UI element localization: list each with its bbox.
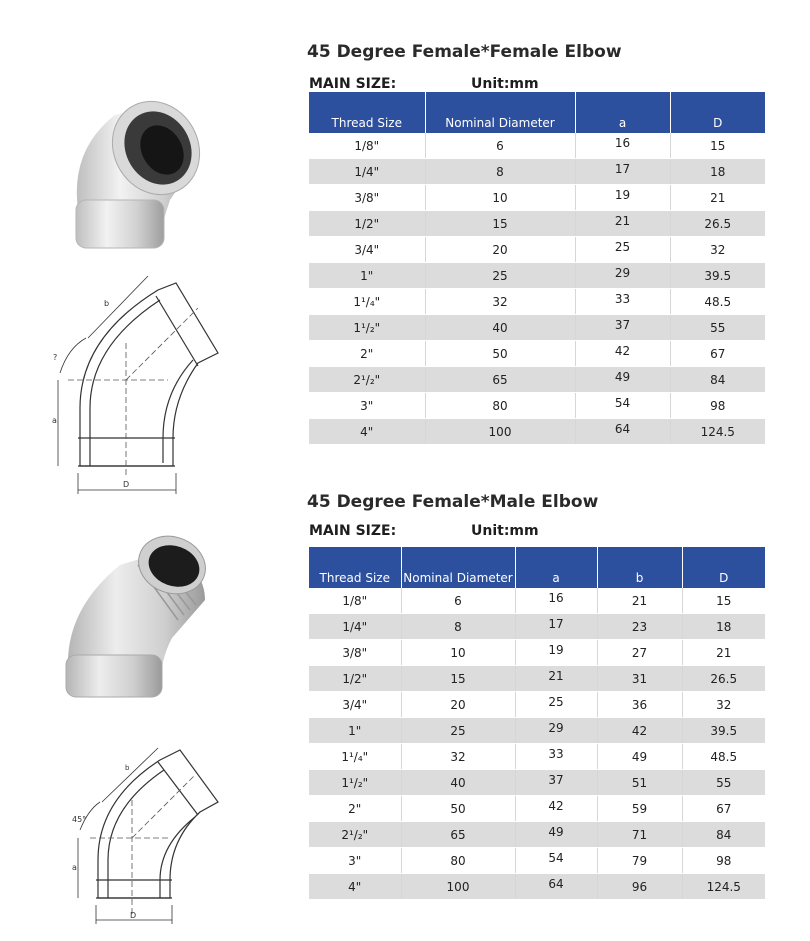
- table-row: [309, 822, 765, 848]
- table-cell: 37: [515, 770, 597, 796]
- table-cell: 65: [425, 367, 575, 393]
- table-cell: 15: [670, 133, 765, 159]
- female-male-elbow-drawing: [70, 720, 240, 925]
- column-header: Thread Size: [309, 547, 401, 588]
- table-cell: 6: [401, 588, 515, 614]
- table-cell: 15: [401, 666, 515, 692]
- section2-main-size-label: MAIN SIZE:: [309, 523, 397, 539]
- table-cell: 39.5: [670, 263, 765, 289]
- table-cell: 37: [575, 315, 670, 341]
- section1-main-size-label: MAIN SIZE:: [309, 76, 397, 92]
- table-row: [309, 211, 765, 237]
- table-cell: 39.5: [682, 718, 765, 744]
- table-cell: 67: [682, 796, 765, 822]
- table-cell: 2": [309, 341, 425, 367]
- table-cell: 80: [425, 393, 575, 419]
- table-cell: 50: [401, 796, 515, 822]
- table-cell: 48.5: [682, 744, 765, 770]
- column-header: D: [682, 547, 765, 588]
- table-cell: 31: [597, 666, 682, 692]
- section2-title: 45 Degree Female*Male Elbow: [307, 492, 599, 512]
- table-cell: 80: [401, 848, 515, 874]
- table-cell: 1/2": [309, 211, 425, 237]
- column-header: Thread Size: [309, 92, 425, 133]
- table-cell: 100: [425, 419, 575, 445]
- table-row: [309, 185, 765, 211]
- dimension-b-label: b: [125, 764, 130, 772]
- table-cell: 84: [670, 367, 765, 393]
- table-cell: 10: [401, 640, 515, 666]
- table-cell: 15: [682, 588, 765, 614]
- section1-unit-label: Unit:mm: [471, 76, 539, 92]
- table-cell: 29: [515, 718, 597, 744]
- table-cell: 3/4": [309, 692, 401, 718]
- table-row: [309, 744, 765, 770]
- table-row: [309, 588, 765, 614]
- table-cell: 3/8": [309, 640, 401, 666]
- table-cell: 59: [597, 796, 682, 822]
- table-row: [309, 393, 765, 419]
- column-header: Nominal Diameter: [425, 92, 575, 133]
- table-cell: 25: [425, 263, 575, 289]
- table-cell: 36: [597, 692, 682, 718]
- table-cell: 1/2": [309, 666, 401, 692]
- table-row: [309, 237, 765, 263]
- section1-title: 45 Degree Female*Female Elbow: [307, 42, 622, 62]
- table-cell: 8: [425, 159, 575, 185]
- table-cell: 42: [515, 796, 597, 822]
- table-row: [309, 640, 765, 666]
- table-cell: 1/4": [309, 614, 401, 640]
- table-cell: 96: [597, 874, 682, 900]
- table-row: [309, 289, 765, 315]
- table-cell: 1/8": [309, 133, 425, 159]
- table-cell: 4": [309, 874, 401, 900]
- table-cell: 124.5: [682, 874, 765, 900]
- table-cell: 8: [401, 614, 515, 640]
- table-cell: 21: [682, 640, 765, 666]
- table-cell: 2": [309, 796, 401, 822]
- column-header: a: [575, 92, 670, 133]
- table-cell: 1¹/₂": [309, 770, 401, 796]
- table-cell: 54: [575, 393, 670, 419]
- table-cell: 49: [575, 367, 670, 393]
- table-cell: 2¹/₂": [309, 367, 425, 393]
- table-row: [309, 341, 765, 367]
- table-row: [309, 159, 765, 185]
- table-cell: 21: [597, 588, 682, 614]
- table-cell: 32: [425, 289, 575, 315]
- table-cell: 1/8": [309, 588, 401, 614]
- table-cell: 15: [425, 211, 575, 237]
- table-cell: 32: [682, 692, 765, 718]
- female-male-elbow-photo: [60, 520, 220, 700]
- table-cell: 17: [575, 159, 670, 185]
- table-row: [309, 848, 765, 874]
- table-row: [309, 718, 765, 744]
- table-cell: 18: [670, 159, 765, 185]
- table-cell: 124.5: [670, 419, 765, 445]
- table-cell: 49: [597, 744, 682, 770]
- dimension-b-label: b: [104, 299, 110, 308]
- table-cell: 3": [309, 848, 401, 874]
- table-cell: 3/8": [309, 185, 425, 211]
- table-cell: 65: [401, 822, 515, 848]
- table-row: [309, 133, 765, 159]
- dimension-a-label: a: [72, 863, 77, 872]
- table-cell: 25: [515, 692, 597, 718]
- table-cell: 67: [670, 341, 765, 367]
- section2-unit-label: Unit:mm: [471, 523, 539, 539]
- dimension-a-label: a: [52, 416, 57, 425]
- dimension-angle-label: ?: [53, 353, 58, 362]
- table-cell: 1¹/₄": [309, 289, 425, 315]
- table-cell: 42: [597, 718, 682, 744]
- dimension-d-label: D: [130, 911, 137, 920]
- female-female-elbow-drawing: [48, 268, 228, 496]
- dimension-angle-label: 45°: [72, 815, 87, 824]
- table-row: [309, 666, 765, 692]
- table-header-row: [309, 547, 765, 588]
- table-cell: 55: [682, 770, 765, 796]
- table-cell: 1": [309, 718, 401, 744]
- section1-spec-table: [309, 92, 765, 445]
- table-cell: 6: [425, 133, 575, 159]
- table-cell: 17: [515, 614, 597, 640]
- table-cell: 42: [575, 341, 670, 367]
- table-cell: 32: [401, 744, 515, 770]
- table-row: [309, 419, 765, 445]
- table-cell: 79: [597, 848, 682, 874]
- female-female-elbow-photo: [60, 90, 210, 255]
- table-cell: 48.5: [670, 289, 765, 315]
- table-cell: 25: [575, 237, 670, 263]
- table-cell: 55: [670, 315, 765, 341]
- table-cell: 84: [682, 822, 765, 848]
- table-cell: 2¹/₂": [309, 822, 401, 848]
- table-row: [309, 874, 765, 900]
- table-cell: 40: [425, 315, 575, 341]
- table-cell: 26.5: [682, 666, 765, 692]
- table-cell: 51: [597, 770, 682, 796]
- table-row: [309, 315, 765, 341]
- table-row: [309, 263, 765, 289]
- table-cell: 27: [597, 640, 682, 666]
- table-cell: 20: [425, 237, 575, 263]
- table-cell: 32: [670, 237, 765, 263]
- table-cell: 4": [309, 419, 425, 445]
- table-cell: 98: [682, 848, 765, 874]
- table-cell: 33: [515, 744, 597, 770]
- table-cell: 25: [401, 718, 515, 744]
- table-cell: 16: [575, 133, 670, 159]
- table-cell: 21: [515, 666, 597, 692]
- table-cell: 33: [575, 289, 670, 315]
- column-header: a: [515, 547, 597, 588]
- table-cell: 21: [670, 185, 765, 211]
- table-cell: 64: [515, 874, 597, 900]
- table-cell: 18: [682, 614, 765, 640]
- table-cell: 16: [515, 588, 597, 614]
- table-row: [309, 367, 765, 393]
- dimension-d-label: D: [123, 480, 130, 489]
- table-cell: 26.5: [670, 211, 765, 237]
- table-cell: 21: [575, 211, 670, 237]
- table-cell: 1¹/₂": [309, 315, 425, 341]
- table-cell: 40: [401, 770, 515, 796]
- table-row: [309, 770, 765, 796]
- table-cell: 50: [425, 341, 575, 367]
- table-cell: 20: [401, 692, 515, 718]
- table-cell: 98: [670, 393, 765, 419]
- table-cell: 1/4": [309, 159, 425, 185]
- section2-spec-table: [309, 547, 765, 900]
- table-cell: 3/4": [309, 237, 425, 263]
- table-cell: 19: [575, 185, 670, 211]
- table-cell: 10: [425, 185, 575, 211]
- table-cell: 49: [515, 822, 597, 848]
- column-header: b: [597, 547, 682, 588]
- table-header-row: [309, 92, 765, 133]
- table-cell: 54: [515, 848, 597, 874]
- table-cell: 29: [575, 263, 670, 289]
- table-cell: 100: [401, 874, 515, 900]
- column-header: D: [670, 92, 765, 133]
- table-cell: 1¹/₄": [309, 744, 401, 770]
- table-cell: 71: [597, 822, 682, 848]
- table-cell: 1": [309, 263, 425, 289]
- table-row: [309, 692, 765, 718]
- table-cell: 3": [309, 393, 425, 419]
- table-row: [309, 796, 765, 822]
- table-cell: 23: [597, 614, 682, 640]
- table-row: [309, 614, 765, 640]
- table-cell: 64: [575, 419, 670, 445]
- table-cell: 19: [515, 640, 597, 666]
- column-header: Nominal Diameter: [401, 547, 515, 588]
